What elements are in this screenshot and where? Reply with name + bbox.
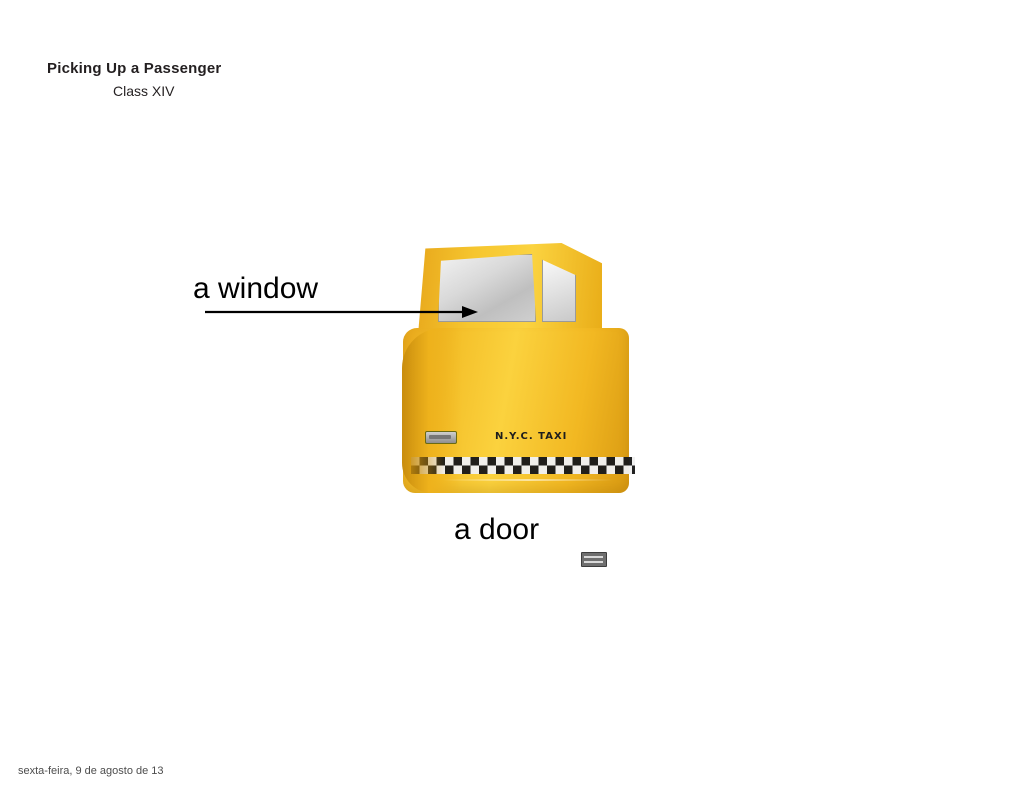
annotation-window-label: a window (193, 272, 319, 305)
taxi-door-image (396, 243, 636, 493)
annotation-door-label: a door (454, 513, 540, 546)
door-bottom-decal (581, 552, 607, 567)
door-handle (425, 431, 457, 444)
footer-date: sexta-feira, 9 de agosto de 13 (18, 765, 164, 777)
annotation-window-arrow (200, 300, 480, 330)
nyc-taxi-decal-text: N.Y.C. TAXI (495, 431, 568, 442)
page-title: Picking Up a Passenger (47, 60, 222, 77)
door-crease-highlight (443, 479, 613, 481)
checker-stripe-shading (411, 457, 445, 474)
door-body-panel (403, 328, 629, 493)
page-subtitle: Class XIV (113, 83, 175, 99)
